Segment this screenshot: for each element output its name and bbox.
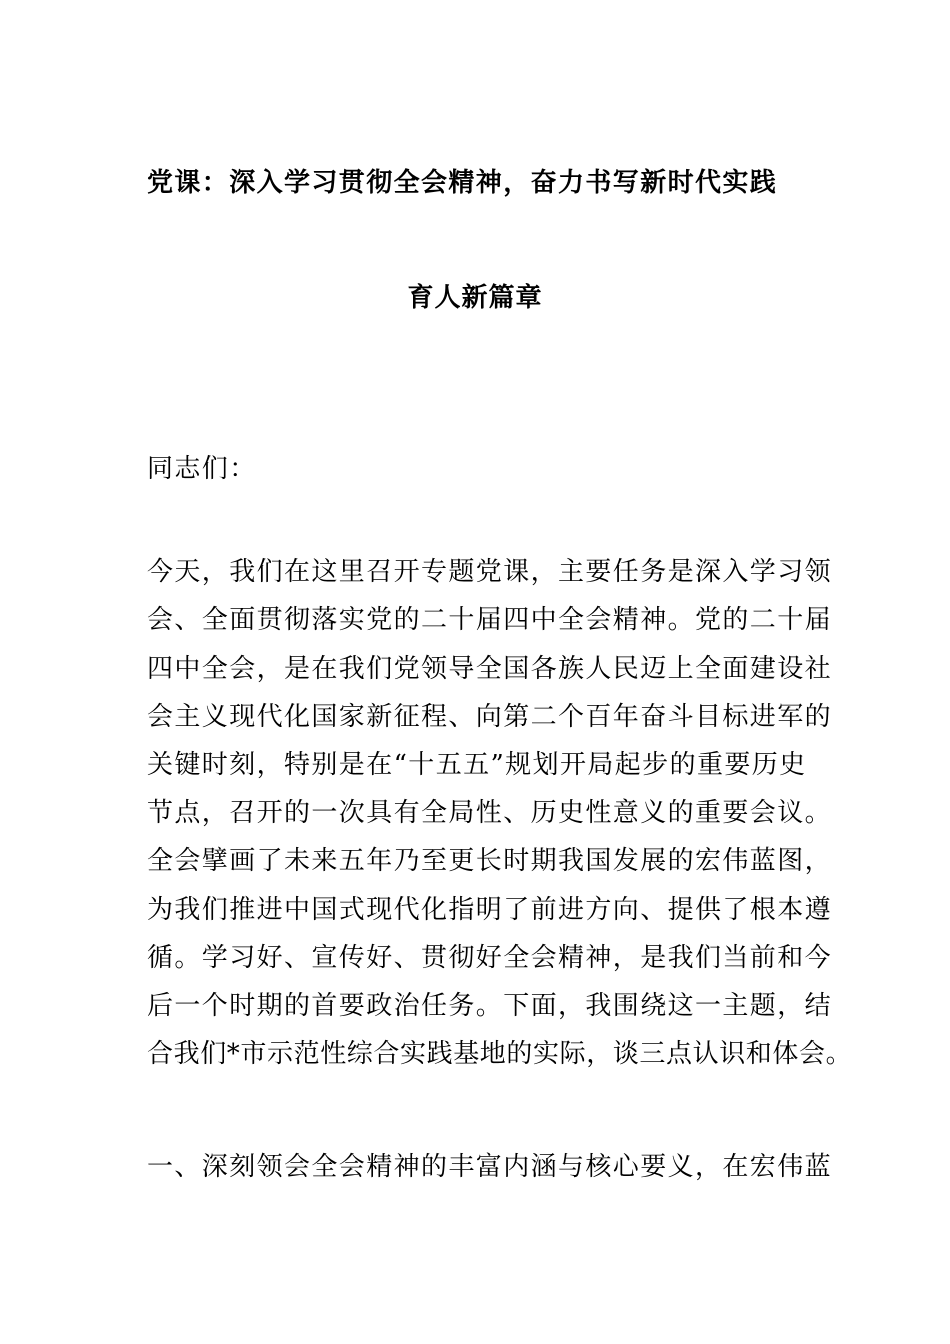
- salutation: 同志们：: [147, 454, 257, 484]
- paragraph-line: 节点，召开的一次具有全局性、历史性意义的重要会议。: [147, 798, 833, 828]
- paragraph-line: 合我们*市示范性综合实践基地的实际，谈三点认识和体会。: [147, 1039, 853, 1069]
- document-title-line-2: 育人新篇章: [407, 283, 543, 313]
- document-title-line-1: 党课：深入学习贯彻全会精神，奋力书写新时代实践: [147, 168, 778, 198]
- paragraph-line: 会、全面贯彻落实党的二十届四中全会精神。党的二十届: [147, 605, 833, 635]
- paragraph-line: 今天，我们在这里召开专题党课，主要任务是深入学习领: [147, 557, 833, 587]
- paragraph-line: 全会擘画了未来五年乃至更长时期我国发展的宏伟蓝图，: [147, 846, 833, 876]
- paragraph-line: 循。学习好、宣传好、贯彻好全会精神，是我们当前和今: [147, 943, 833, 973]
- section-1-heading: 一、深刻领会全会精神的丰富内涵与核心要义，在宏伟蓝: [147, 1152, 833, 1182]
- paragraph-line: 为我们推进中国式现代化指明了前进方向、提供了根本遵: [147, 895, 833, 925]
- paragraph-line: 会主义现代化国家新征程、向第二个百年奋斗目标进军的: [147, 702, 833, 732]
- paragraph-line: 后一个时期的首要政治任务。下面，我围绕这一主题，结: [147, 991, 833, 1021]
- paragraph-line: 关键时刻，特别是在“十五五”规划开局起步的重要历史: [147, 750, 807, 780]
- paragraph-line: 四中全会，是在我们党领导全国各族人民迈上全面建设社: [147, 654, 833, 684]
